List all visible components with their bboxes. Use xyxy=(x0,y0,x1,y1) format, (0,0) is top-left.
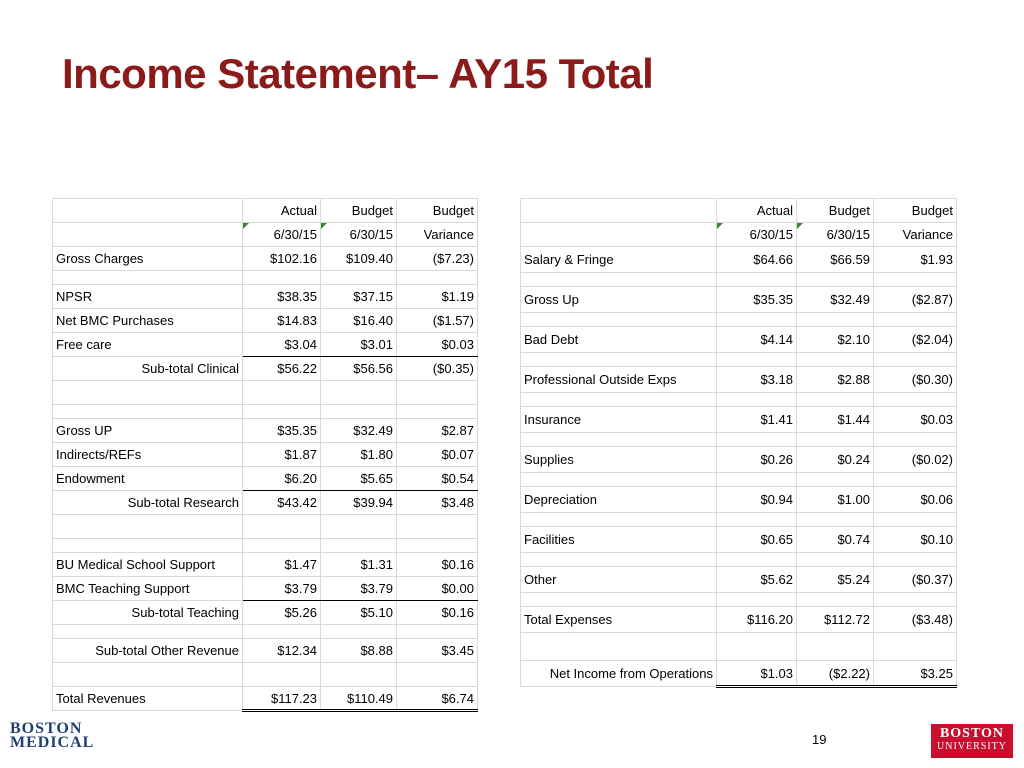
table-row xyxy=(521,527,957,553)
header-cell: Actual xyxy=(717,199,797,223)
total-row xyxy=(521,661,957,687)
header-cell xyxy=(53,223,243,247)
variance-value: $1.19 xyxy=(397,285,478,309)
actual-value: $38.35 xyxy=(243,285,321,309)
table-row xyxy=(521,487,957,513)
table-row xyxy=(53,285,478,309)
header-cell: Actual xyxy=(243,199,321,223)
budget-value: $5.24 xyxy=(797,567,874,593)
table-row xyxy=(53,553,478,577)
actual-value: $35.35 xyxy=(243,419,321,443)
actual-value: $64.66 xyxy=(717,247,797,273)
table-row xyxy=(521,247,957,273)
variance-value: ($0.30) xyxy=(874,367,957,393)
actual-value: $3.79 xyxy=(243,577,321,601)
row-label: Depreciation xyxy=(521,487,717,513)
subtotal-row xyxy=(53,357,478,381)
budget-value: $39.94 xyxy=(321,491,397,515)
variance-value: ($2.04) xyxy=(874,327,957,353)
budget-value: $110.49 xyxy=(321,687,397,711)
actual-value: $35.35 xyxy=(717,287,797,313)
variance-value: $2.87 xyxy=(397,419,478,443)
actual-value: $1.87 xyxy=(243,443,321,467)
logo-text: BOSTON xyxy=(939,726,1005,741)
variance-value: ($0.02) xyxy=(874,447,957,473)
row-label: Gross Up xyxy=(521,287,717,313)
budget-value: $5.65 xyxy=(321,467,397,491)
table-row xyxy=(53,443,478,467)
row-label: Net BMC Purchases xyxy=(53,309,243,333)
budget-value: $3.01 xyxy=(321,333,397,357)
variance-value: ($0.35) xyxy=(397,357,478,381)
actual-value: $116.20 xyxy=(717,607,797,633)
budget-value: ($2.22) xyxy=(797,661,874,687)
table-row xyxy=(53,333,478,357)
header-cell: Variance xyxy=(874,223,957,247)
actual-value: $6.20 xyxy=(243,467,321,491)
variance-value: $0.07 xyxy=(397,443,478,467)
variance-value: $1.93 xyxy=(874,247,957,273)
actual-value: $1.41 xyxy=(717,407,797,433)
header-cell: 6/30/15 xyxy=(243,223,321,247)
variance-value: $3.48 xyxy=(397,491,478,515)
header-cell: Budget xyxy=(321,199,397,223)
budget-value: $2.88 xyxy=(797,367,874,393)
table-row xyxy=(521,407,957,433)
table-row xyxy=(521,367,957,393)
header-cell: 6/30/15 xyxy=(321,223,397,247)
row-label: NPSR xyxy=(53,285,243,309)
row-label: Total Expenses xyxy=(521,607,717,633)
subtotal-row xyxy=(521,607,957,633)
variance-value: ($0.37) xyxy=(874,567,957,593)
budget-value: $66.59 xyxy=(797,247,874,273)
header-cell xyxy=(53,199,243,223)
row-label: Other xyxy=(521,567,717,593)
budget-value: $1.80 xyxy=(321,443,397,467)
budget-value: $2.10 xyxy=(797,327,874,353)
actual-value: $4.14 xyxy=(717,327,797,353)
row-label: Supplies xyxy=(521,447,717,473)
header-cell xyxy=(521,199,717,223)
variance-value: ($1.57) xyxy=(397,309,478,333)
budget-value: $1.44 xyxy=(797,407,874,433)
variance-value: $0.06 xyxy=(874,487,957,513)
header-cell xyxy=(521,223,717,247)
total-row xyxy=(53,687,478,711)
variance-value: ($2.87) xyxy=(874,287,957,313)
header-cell: 6/30/15 xyxy=(717,223,797,247)
table-row xyxy=(53,309,478,333)
table-row xyxy=(521,287,957,313)
budget-value: $112.72 xyxy=(797,607,874,633)
row-label: Sub-total Research xyxy=(53,491,243,515)
actual-value: $0.26 xyxy=(717,447,797,473)
row-label: Sub-total Teaching xyxy=(53,601,243,625)
table-row xyxy=(521,447,957,473)
header-cell: Budget xyxy=(397,199,478,223)
actual-value: $12.34 xyxy=(243,639,321,663)
table-row xyxy=(53,467,478,491)
slide-title: Income Statement– AY15 Total xyxy=(62,50,654,97)
actual-value: $3.04 xyxy=(243,333,321,357)
variance-value: $3.25 xyxy=(874,661,957,687)
actual-value: $0.94 xyxy=(717,487,797,513)
row-label: Facilities xyxy=(521,527,717,553)
header-cell: Budget xyxy=(874,199,957,223)
header-cell: 6/30/15 xyxy=(797,223,874,247)
budget-value: $8.88 xyxy=(321,639,397,663)
row-label: Sub-total Other Revenue xyxy=(53,639,243,663)
budget-value: $3.79 xyxy=(321,577,397,601)
actual-value: $5.62 xyxy=(717,567,797,593)
row-label: Total Revenues xyxy=(53,687,243,711)
actual-value: $5.26 xyxy=(243,601,321,625)
row-label: Salary & Fringe xyxy=(521,247,717,273)
variance-value: $0.03 xyxy=(397,333,478,357)
budget-value: $109.40 xyxy=(321,247,397,271)
subtotal-row xyxy=(53,601,478,625)
budget-value: $37.15 xyxy=(321,285,397,309)
header-cell: Budget xyxy=(797,199,874,223)
row-label: Gross Charges xyxy=(53,247,243,271)
row-label: Endowment xyxy=(53,467,243,491)
row-label: BMC Teaching Support xyxy=(53,577,243,601)
table-row xyxy=(53,247,478,271)
variance-value: ($3.48) xyxy=(874,607,957,633)
logo-text: MEDICAL xyxy=(10,734,95,751)
row-label: Insurance xyxy=(521,407,717,433)
boston-medical-logo xyxy=(10,722,94,750)
logo-text: BOSTON xyxy=(10,720,83,737)
variance-value: $0.03 xyxy=(874,407,957,433)
actual-value: $43.42 xyxy=(243,491,321,515)
subtotal-row xyxy=(53,491,478,515)
budget-value: $32.49 xyxy=(321,419,397,443)
row-label: Indirects/REFs xyxy=(53,443,243,467)
variance-value: $0.16 xyxy=(397,601,478,625)
variance-value: $0.10 xyxy=(874,527,957,553)
variance-value: $0.00 xyxy=(397,577,478,601)
page-number: 19 xyxy=(812,732,827,747)
row-label: Bad Debt xyxy=(521,327,717,353)
boston-university-logo xyxy=(931,724,1013,758)
actual-value: $102.16 xyxy=(243,247,321,271)
actual-value: $117.23 xyxy=(243,687,321,711)
budget-value: $5.10 xyxy=(321,601,397,625)
expense-table xyxy=(520,198,957,688)
budget-value: $32.49 xyxy=(797,287,874,313)
header-cell: Variance xyxy=(397,223,478,247)
variance-value: ($7.23) xyxy=(397,247,478,271)
budget-value: $1.00 xyxy=(797,487,874,513)
budget-value: $0.24 xyxy=(797,447,874,473)
budget-value: $0.74 xyxy=(797,527,874,553)
table-row xyxy=(521,327,957,353)
actual-value: $0.65 xyxy=(717,527,797,553)
row-label: Net Income from Operations xyxy=(521,661,717,687)
variance-value: $6.74 xyxy=(397,687,478,711)
budget-value: $56.56 xyxy=(321,357,397,381)
budget-value: $1.31 xyxy=(321,553,397,577)
actual-value: $1.03 xyxy=(717,661,797,687)
subtotal-row xyxy=(53,639,478,663)
revenue-table xyxy=(52,198,478,712)
actual-value: $1.47 xyxy=(243,553,321,577)
row-label: BU Medical School Support xyxy=(53,553,243,577)
table-row xyxy=(53,577,478,601)
budget-value: $16.40 xyxy=(321,309,397,333)
table-row xyxy=(521,567,957,593)
row-label: Professional Outside Exps xyxy=(521,367,717,393)
row-label: Sub-total Clinical xyxy=(53,357,243,381)
table-row xyxy=(53,419,478,443)
variance-value: $0.16 xyxy=(397,553,478,577)
logo-text: UNIVERSITY xyxy=(937,741,1007,752)
row-label: Gross UP xyxy=(53,419,243,443)
variance-value: $0.54 xyxy=(397,467,478,491)
actual-value: $14.83 xyxy=(243,309,321,333)
variance-value: $3.45 xyxy=(397,639,478,663)
actual-value: $56.22 xyxy=(243,357,321,381)
row-label: Free care xyxy=(53,333,243,357)
actual-value: $3.18 xyxy=(717,367,797,393)
